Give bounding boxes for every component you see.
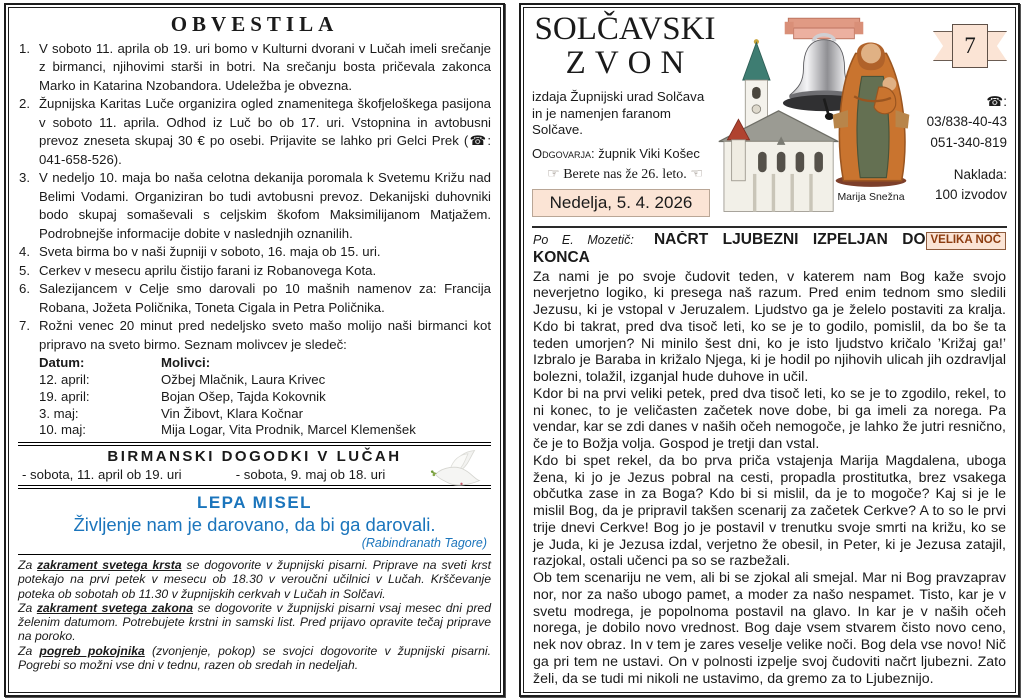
article-paragraph: Ob tem scenariju ne vem, ali bi se zjokal ali smejal. Mar ni Bog pravzaprav nor, nor za našo ubogo pamet, a moder za našo nespamet. Tisto, kar je v svetu modrega, je popolnoma postavil na glavo. In kar je v naših očeh norega, je dobilo novo vrednost. Bog daje vsem stvarem čisto novo ceno, nek nov obraz. In v tem je zares veselje velike noči. Bog dela vse novo! Nič ga pri tem ne ustavi. On v polnosti izpelje svoj čudoviti načrt ljubezni. Zato želi, da se tudi mi nikoli ne ustavimo, da gremo za to Ljubeznijo. [533,570,1006,687]
confirmation-events-title: BIRMANSKI DOGODKI V LUČAH [107,448,402,466]
quote-attribution: (Rabindranath Tagore) [361,536,487,551]
pointing-hand-right-icon: ☞ [547,166,560,182]
item-text: Sveta birma bo v naši župniji v soboto, 16. maja ob 15. uri. [39,244,381,260]
quote-text: Življenje nam je darovano, da bi ga darovali. [73,514,436,536]
phone-icon: ☎: [986,94,1007,109]
phone-number: 03/838-40-43 [926,114,1007,130]
circulation-block [935,165,1007,206]
sacrament-paragraph: Za zakrament svetega zakona se dogovorite v župnijski pisarni vsaj mesec dni pred želenim datumom. Potrebujete krstni in samski list. Pred prijavo opravite tečaj priprave na poroko. [18,600,491,644]
phone-number: 051-340-819 [930,134,1007,150]
column-header-date: Datum: [39,355,85,371]
cell-names: Vin Žibovt, Klara Kočnar [161,405,303,421]
cell-date: 3. maj: [39,405,79,421]
masthead-right-column [917,12,1007,224]
sacraments-info-section [18,554,491,672]
circulation-value: 100 izvodov [934,187,1007,202]
item-text: Rožni venec 20 minut pred nedeljsko sveto mašo molijo naši birmanci kot pripravo na sveto birmo. Seznam molivcev je sledeč: [39,318,491,352]
table-row [39,372,491,389]
sacrament-lead: pogreb pokojnika [39,643,145,658]
issue-number-ribbon [933,24,1007,68]
title-line-1: SOLČAVSKI [534,11,716,47]
item-number: 1. [19,41,30,56]
sacrament-lead: zakrament svetega krsta [37,558,182,573]
sacrament-paragraph: Za pogreb pokojnika (zvonjenje, pokop) se svojci dogovorite v župnijski pisarni. Pogrebi so možni vse dni v tednu, razen ob sredah in nedeljah. [18,643,491,672]
article-header [533,231,1006,268]
list-item [18,40,491,95]
table-row [39,422,491,439]
item-number: 2. [19,96,30,112]
list-item [18,280,491,317]
publisher-note: izdaja Župnijski urad Solčava in je namenjen faranom Solčave. [532,89,705,137]
responsible-line [532,146,718,161]
item-number: 5. [19,262,30,278]
title-line-2: ZVON [565,44,694,81]
list-item [18,95,491,169]
list-item [18,243,491,261]
item-text: V soboto 11. aprila ob 19. uri bomo v Kulturni dvorani v Lučah imeli srečanje z birmanci, njihovimi starši in botri. Na srečanju bosta pričevala zakonca Marko in Katarina Nzobandora. Udeležba je obvezna. [39,41,491,93]
phone-block [927,92,1007,153]
list-item [18,317,491,354]
article-byline: Po E. Mozetič: [533,233,634,247]
list-item [18,169,491,243]
item-number: 7. [19,318,30,334]
list-item [18,262,491,280]
masthead-images [718,12,917,224]
prayer-schedule-table [39,355,491,439]
lepa-misel-title: LEPA MISEL [196,493,313,513]
item-number: 6. [19,281,30,297]
table-header-row [39,355,491,372]
cell-date: 12. april: [39,372,90,387]
event-item: - sobota, 11. april ob 19. uri [22,467,182,483]
item-text: Župnijska Karitas Luče organizira ogled znamenitega škofjeloškega pasijona v soboto 11. aprila. Odhod iz Luč bo ob 17. uri. Vstopnina in avtobusni prevoz zneseta skupaj 30 € po osebi. Prijavite se lahko pri Gelci Prek (☎: 041-658-526). [39,96,491,167]
right-page-frame [523,7,1016,693]
article-paragraph: Kdo bi spet rekel, da bo prva priča vstajenja Marija Magdalena, uboga žena, ki jo je Jezus pobral na cesti, propadla prostitutka, brez vsakega občutka zase in za Boga? Kdo bi si mislil, da je to mogoče? Kaj si je le mislil Bog, da je pripravil takšen scenarij za začetek Cerkve? A to so le prvi trije dnevi Cerkve! Bog jo je postavil v trenutku svoje smrti na križu, ko se je Juda, ki je Jezusa izdal, verjetno že obesil, in Peter, ki je Jezusa zatajil, razjokal, ostali učenci pa so se razbežali. [533,452,1006,570]
announcements-list [18,40,491,354]
confirmation-events-list [20,467,489,482]
pointing-hand-left-icon: ☜ [690,166,703,182]
responsible-name: župnik Viki Košec [594,145,700,161]
dove-icon [429,449,481,496]
cell-names: Bojan Ošep, Tajda Kokovnik [161,388,326,404]
newsletter-title [532,13,718,80]
item-number: 4. [19,244,30,260]
cell-date: 19. april: [39,388,90,404]
circulation-label: Naklada: [953,166,1007,182]
article-paragraph: Za nami je po svoje čudovit teden, v katerem nam Bog kaže svojo neverjetno logiko, ki presega naš razum. Pred enim tednom smo sledili Jezusu, ki je vstopal v Jeruzalem. Ljudstvo ga je želelo postaviti za kralja. Kdo bi takrat, pred dva tisoč leti, ko se je to godilo, pomislil, da bo še ta teden umorjen? Ni minilo šest dni, ko je isto ljudstvo kričalo ’Križaj ga!’ Izbralo je Baraba in križalo Njega, ki je hodil po njihovih ulicah jih ozdravljal bolezni, tolažil, izganjal hude duhove in učil. [533,268,1006,386]
cell-names: Mija Logar, Vita Prodnik, Marcel Klemenšek [161,422,416,438]
sacrament-paragraph: Za zakrament svetega krsta se dogovorite v župnijski pisarni. Priprave na sveti krst potekajo na prvi petek v mesecu ob 18.30 v veroučni učilnici v Lučah. Krščevanje poteka ob sobotah ob 11.30 v župnijskih cerkvah v Lučah in Solčavi. [18,558,492,601]
item-text: Salezijancem v Celje smo darovali po 10 mašnih namenov za: Francija Robana, Jožeta Poličnika, Toneta Cigala in Petra Poličnika. [39,281,491,315]
lepa-misel-section [18,489,491,552]
issue-number: 7 [952,24,988,68]
masthead [532,12,1007,228]
issue-date-box: Nedelja, 5. 4. 2026 [532,189,710,217]
article [532,228,1007,687]
sacrament-lead: zakrament svetega zakona [36,600,193,615]
left-page [4,3,505,697]
item-number: 3. [19,170,30,186]
readers-note [532,166,718,183]
easter-badge: VELIKA NOČ [926,232,1007,250]
responsible-label: Odgovarja: [532,145,595,161]
announcements-title: OBVESTILA [170,12,339,36]
column-header-names: Molivci: [161,355,211,371]
masthead-left-column [532,12,718,224]
table-row [39,389,491,406]
event-item: - sobota, 9. maj ob 18. uri [235,467,386,483]
item-text: Cerkev v mesecu aprilu čistijo farani iz Robanovega Kota. [39,262,377,278]
right-page [519,3,1020,697]
statue-figure [823,30,919,203]
left-page-frame [8,7,501,693]
cell-date: 10. maj: [39,422,86,438]
statue-caption: Marija Snežna [837,191,905,203]
readers-note-text: Berete nas že 26. leto. [559,166,691,182]
cell-names: Ožbej Mlačnik, Laura Krivec [161,372,326,387]
item-text: V nedeljo 10. maja bo naša celotna dekanija poromala k Svetemu Križu nad Belimi Vodami. Organiziran bo tudi avtobusni prevoz. Dekanijski duhovniki bodo skupaj somaševali s celjskim škofom Maksimilijanom Matjažem. Podrobnejše informacije dobite v naslednjih oznanilih. [39,170,491,241]
table-row [39,406,491,423]
article-paragraph: Kdor bi na prvi veliki petek, pred dva tisoč leti, ko se je to zgodilo, rekel, to ni konec, to je veličasten začetek nove dobe, bi ga imeli za norega. Pa vendar, kar se zdi danes v naših očeh nemogoče, je lahko že jutri resnično, če je to Božja volja. Gospod je tretji dan vstal. [533,385,1006,453]
article-title: NAČRT LJUBEZNI IZPELJAN DO KONCA [533,231,926,267]
confirmation-events-section [18,442,491,489]
